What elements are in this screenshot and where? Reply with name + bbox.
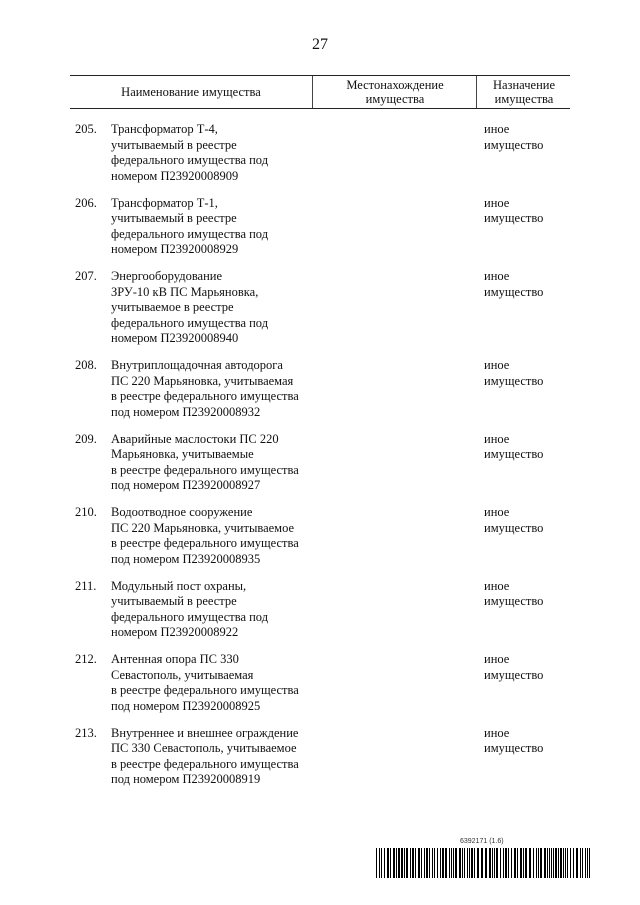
barcode-bar	[453, 848, 454, 878]
barcode-bar	[421, 848, 422, 878]
table-row	[70, 196, 570, 270]
header-name-label: Наименование имущества	[121, 85, 261, 99]
property-purpose: иное имущество	[484, 195, 544, 225]
property-purpose: иное имущество	[484, 725, 544, 755]
barcode-bar	[582, 848, 583, 878]
barcode-bar	[381, 848, 382, 878]
barcode-code: 6392171 (1.6)	[460, 838, 504, 845]
row-number: 211.	[75, 578, 97, 593]
barcode-bar	[410, 848, 411, 878]
barcode-bar	[418, 848, 420, 878]
barcode-bar	[540, 848, 542, 878]
barcode-bar	[404, 848, 405, 878]
property-name: Внутриплощадочная автодорога ПС 220 Марьяновка, учитываемая в реестре федерального имущества под номером П23920008932	[111, 358, 299, 419]
barcode-bar	[432, 848, 433, 878]
barcode-bar	[451, 848, 452, 878]
barcode-bar	[573, 848, 574, 878]
barcode-bar	[585, 848, 586, 878]
barcode-bar	[570, 848, 571, 878]
property-name: Внутреннее и внешнее ограждение ПС 330 Севастополь, учитываемое в реестре федерального имущества под номером П23920008919	[111, 725, 299, 786]
barcode-bar	[467, 848, 468, 878]
barcode-bar	[587, 848, 588, 878]
barcode-bar	[415, 848, 416, 878]
barcode-bar	[565, 848, 566, 878]
barcode-bar	[563, 848, 564, 878]
barcode-bar	[549, 848, 550, 878]
barcode-bar	[481, 848, 483, 878]
barcode-bar	[505, 848, 507, 878]
barcode-bar	[462, 848, 463, 878]
barcode-bar	[387, 848, 389, 878]
table-row	[70, 358, 570, 432]
barcode-bar	[390, 848, 391, 878]
barcode-bar	[533, 848, 534, 878]
property-name: Аварийные маслостоки ПС 220 Марьяновка, учитываемые в реестре федерального имущества под номером П23920008927	[111, 431, 299, 492]
property-purpose: иное имущество	[484, 122, 544, 152]
barcode-image	[376, 848, 590, 878]
header-name	[70, 76, 312, 108]
barcode-bar	[398, 848, 400, 878]
barcode-bar	[553, 848, 554, 878]
barcode-bar	[589, 848, 590, 878]
property-name: Трансформатор Т-1, учитываемый в реестре федерального имущества под номером П23920008929	[111, 195, 269, 256]
barcode-bar	[455, 848, 457, 878]
table-row	[70, 652, 570, 726]
barcode-bar	[520, 848, 522, 878]
barcode-bar	[485, 848, 487, 878]
property-purpose: иное имущество	[484, 652, 544, 682]
barcode-bar	[551, 848, 552, 878]
property-purpose: иное имущество	[484, 358, 544, 388]
property-purpose: иное имущество	[484, 431, 544, 461]
barcode-bar	[384, 848, 385, 878]
table-row	[70, 122, 570, 196]
table-row	[70, 726, 570, 800]
header-location-line-1: Местонахождение	[346, 78, 444, 92]
barcode-bar	[437, 848, 438, 878]
barcode-bar	[525, 848, 527, 878]
table-body	[70, 122, 570, 799]
row-number: 210.	[75, 505, 97, 519]
page-number: 27	[312, 36, 328, 53]
barcode-bar	[424, 848, 425, 878]
row-number: 212.	[75, 652, 97, 666]
header-location	[312, 76, 477, 108]
barcode-bar	[517, 848, 518, 878]
table-row	[70, 579, 570, 653]
barcode-bar	[471, 848, 473, 878]
barcode-bar	[555, 848, 557, 878]
barcode-bar	[477, 848, 479, 878]
header-purpose-line-1: Назначение	[492, 78, 555, 92]
row-number: 206.	[75, 195, 97, 210]
header-purpose	[476, 76, 571, 108]
barcode-bar	[576, 848, 578, 878]
barcode-bar	[474, 848, 475, 878]
barcode-bar	[560, 848, 562, 878]
property-name: Трансформатор Т-4, учитываемый в реестре федерального имущества под номером П23920008909	[111, 122, 269, 183]
property-purpose: иное имущество	[484, 578, 544, 608]
barcode-bar	[547, 848, 548, 878]
row-number: 207.	[75, 269, 97, 283]
barcode-bar	[511, 848, 512, 878]
barcode-bar	[379, 848, 380, 878]
property-name: Модульный пост охраны, учитываемый в реестре федерального имущества под номером П23920008922	[111, 578, 269, 639]
barcode-bar	[567, 848, 568, 878]
row-number: 205.	[75, 122, 97, 136]
property-purpose: иное имущество	[484, 269, 544, 299]
barcode-bar	[500, 848, 501, 878]
property-name: Антенная опора ПС 330 Севастополь, учитываемая в реестре федерального имущества под номером П23920008925	[111, 652, 299, 713]
header-purpose-line-2: имущества	[494, 92, 554, 106]
header-location-line-2: имущества	[365, 92, 425, 106]
property-name: Водоотводное сооружение ПС 220 Марьяновка, учитываемое в реестре федерального имущества под номером П23920008935	[111, 505, 299, 566]
barcode-bar	[434, 848, 435, 878]
barcode-bar	[494, 848, 495, 878]
barcode-bar	[406, 848, 408, 878]
barcode-bar	[442, 848, 444, 878]
barcode-bar	[492, 848, 493, 878]
barcode-bar	[426, 848, 428, 878]
barcode-bar	[445, 848, 447, 878]
barcode-bar	[469, 848, 470, 878]
barcode-bar	[503, 848, 504, 878]
barcode-bar	[401, 848, 403, 878]
barcode-bar	[489, 848, 491, 878]
barcode-bar	[544, 848, 546, 878]
barcode-bar	[376, 848, 377, 878]
table-row	[70, 269, 570, 358]
barcode-bar	[412, 848, 414, 878]
row-number: 209.	[75, 431, 97, 446]
table-row	[70, 505, 570, 579]
barcode-bar	[440, 848, 441, 878]
barcode-bar	[449, 848, 450, 878]
table-header	[70, 75, 570, 109]
barcode-bar	[558, 848, 559, 878]
barcode-bar	[464, 848, 465, 878]
barcode-bar	[538, 848, 539, 878]
barcode-bar	[393, 848, 395, 878]
barcode-bar	[459, 848, 461, 878]
row-number: 213.	[75, 725, 97, 740]
property-name: Энергооборудование ЗРУ-10 кВ ПС Марьяновка, учитываемое в реестре федерального имущества под номером П23920008940	[111, 269, 269, 345]
barcode-bar	[508, 848, 509, 878]
barcode-bar	[523, 848, 524, 878]
barcode-bar	[396, 848, 397, 878]
barcode-bar	[496, 848, 498, 878]
property-purpose: иное имущество	[484, 505, 544, 535]
barcode-bar	[529, 848, 531, 878]
barcode-bar	[429, 848, 430, 878]
table-row	[70, 432, 570, 506]
barcode-bar	[536, 848, 537, 878]
barcode-bar	[514, 848, 516, 878]
row-number: 208.	[75, 358, 97, 372]
barcode-bar	[580, 848, 581, 878]
